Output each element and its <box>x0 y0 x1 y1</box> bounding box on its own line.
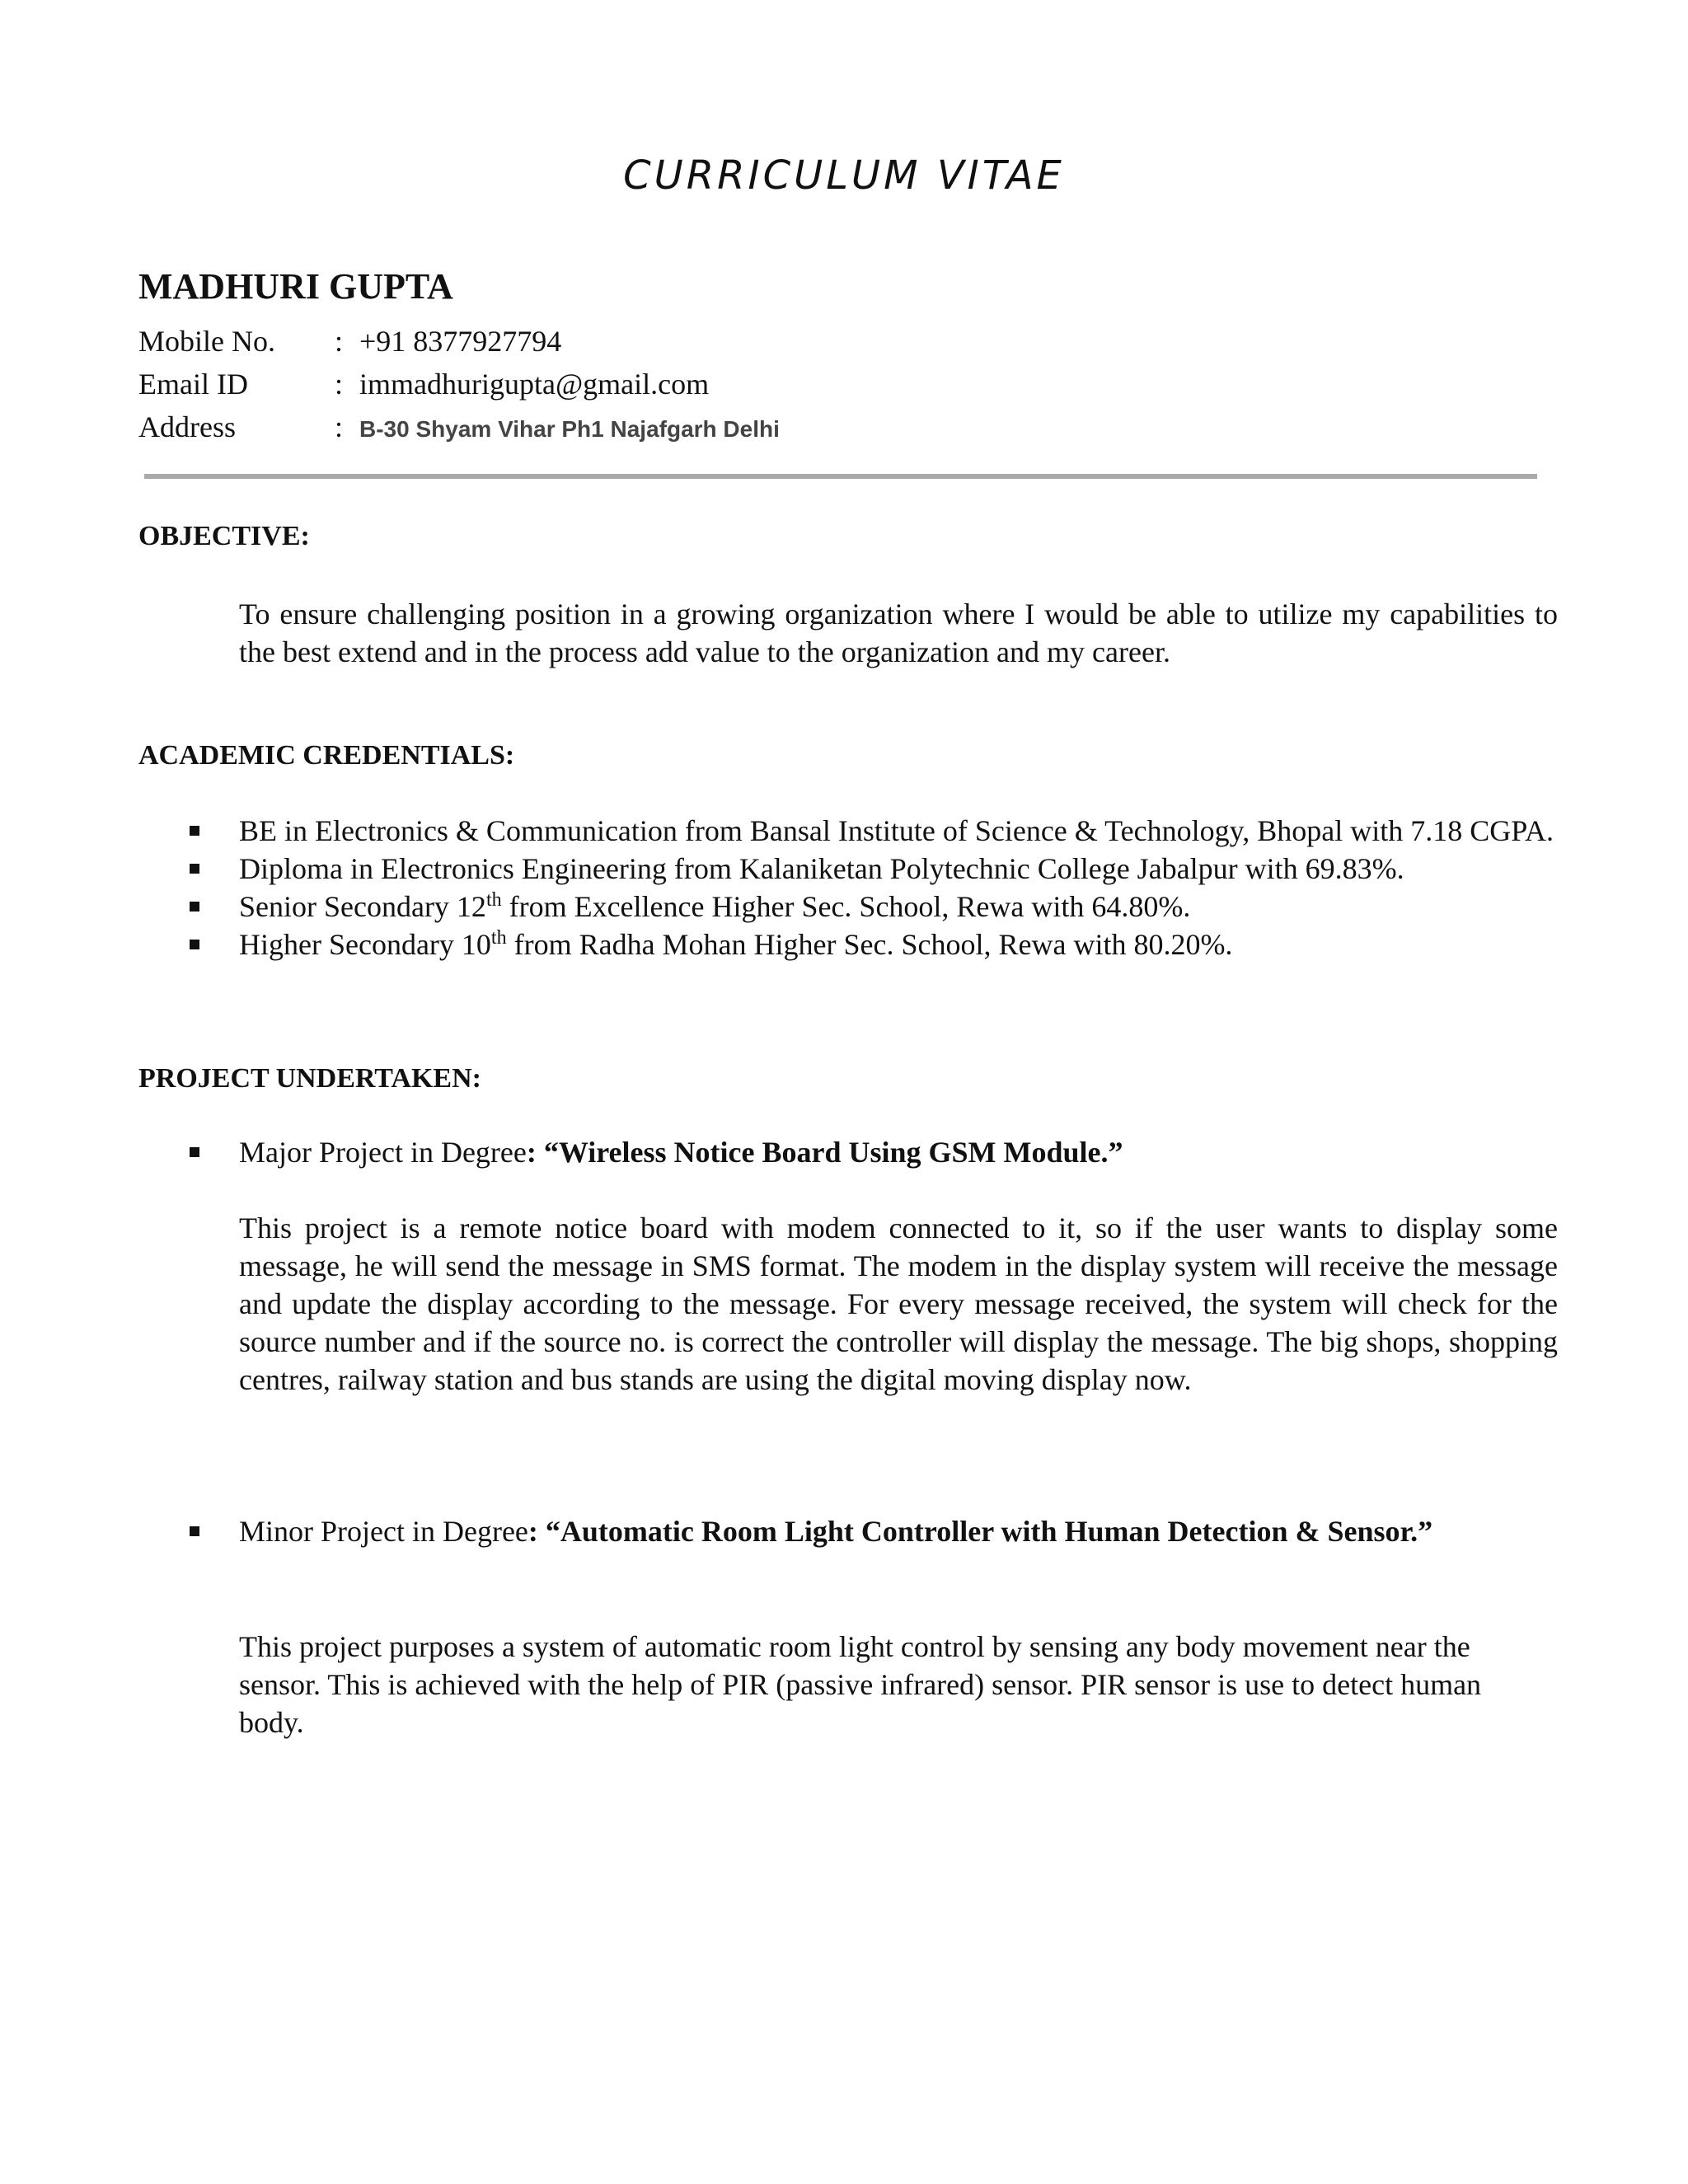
address-separator: : <box>335 410 344 443</box>
mobile-label: Mobile No. <box>138 325 275 358</box>
academic-item-text <box>239 888 1556 926</box>
item-text-post: from Radha Mohan Higher Sec. School, Rewa with 80.20%. <box>506 928 1233 961</box>
mobile-separator: : <box>335 325 344 358</box>
academic-list <box>138 812 1556 963</box>
academic-item-text: BE in Electronics & Communication from Bansal Institute of Science & Technology, Bhopal with 7.18 CGPA. <box>239 814 1554 847</box>
objective-text: To ensure challenging position in a growing organization where I would be able to utilize my capabilities to the best extend and in the process add value to the organization and my career. <box>239 598 1558 668</box>
minor-project <box>138 1512 1556 1550</box>
item-text-post: from Excellence Higher Sec. School, Rewa with 64.80%. <box>501 890 1191 923</box>
list-item <box>138 1512 1556 1550</box>
contact-block <box>138 320 780 448</box>
list-item <box>138 850 1556 888</box>
minor-project-prefix: Minor Project in Degree <box>239 1515 528 1548</box>
email-label: Email ID <box>138 368 248 401</box>
email-separator: : <box>335 368 344 401</box>
contact-row-email <box>138 363 780 405</box>
major-project-description: This project is a remote notice board with modem connected to it, so if the user wants to display some message, he will send the message in SMS format. The modem in the display system will receive the message and update the display according to the message. For every message received, the system will check for the source number and if the source no. is correct the controller will display the message. The big shops, shopping centres, railway station and bus stands are using the digital moving display now. <box>239 1212 1558 1396</box>
address-value: B-30 Shyam Vihar Ph1 Najafgarh Delhi <box>359 416 780 442</box>
list-item <box>138 888 1556 926</box>
minor-project-description: This project purposes a system of automatic room light control by sensing any body movement near the sensor. This is achieved with the help of PIR (passive infrared) sensor. PIR sensor is use to detect human body. <box>239 1630 1482 1739</box>
document-title: CURRICULUM VITAE <box>623 152 1065 199</box>
list-item <box>138 1133 1556 1171</box>
major-project <box>138 1133 1556 1171</box>
academic-item-text: Diploma in Electronics Engineering from Kalaniketan Polytechnic College Jabalpur with 69.83%. <box>239 852 1404 885</box>
bullet-square-icon <box>138 926 239 963</box>
bullet-square-icon <box>138 888 239 926</box>
academic-heading: ACADEMIC CREDENTIALS: <box>138 740 515 771</box>
candidate-name: MADHURI GUPTA <box>138 266 453 307</box>
email-value: immadhurigupta@gmail.com <box>359 368 710 401</box>
objective-heading: OBJECTIVE: <box>138 521 310 551</box>
list-item <box>138 926 1556 963</box>
item-text-sup: th <box>485 889 502 911</box>
minor-project-name: : “Automatic Room Light Controller with Human Detection & Sensor.” <box>528 1515 1433 1548</box>
bullet-square-icon <box>138 812 239 850</box>
contact-row-mobile <box>138 320 780 363</box>
bullet-square-icon <box>138 850 239 888</box>
mobile-value: +91 8377927794 <box>359 325 562 358</box>
list-item <box>138 812 1556 850</box>
academic-item-text <box>239 926 1556 963</box>
major-project-title <box>239 1133 1556 1171</box>
item-text-pre: Senior Secondary 12 <box>239 890 486 923</box>
major-project-prefix: Major Project in Degree <box>239 1136 527 1169</box>
contact-row-address <box>138 405 780 448</box>
major-project-name: : “Wireless Notice Board Using GSM Module.” <box>526 1136 1123 1169</box>
header-divider <box>144 474 1537 479</box>
item-text-sup: th <box>490 927 507 949</box>
projects-heading: PROJECT UNDERTAKEN: <box>138 1063 481 1094</box>
bullet-square-icon <box>138 1512 239 1550</box>
bullet-square-icon <box>138 1133 239 1171</box>
minor-project-title <box>239 1512 1556 1550</box>
item-text-pre: Higher Secondary 10 <box>239 928 491 961</box>
address-label: Address <box>138 410 236 443</box>
